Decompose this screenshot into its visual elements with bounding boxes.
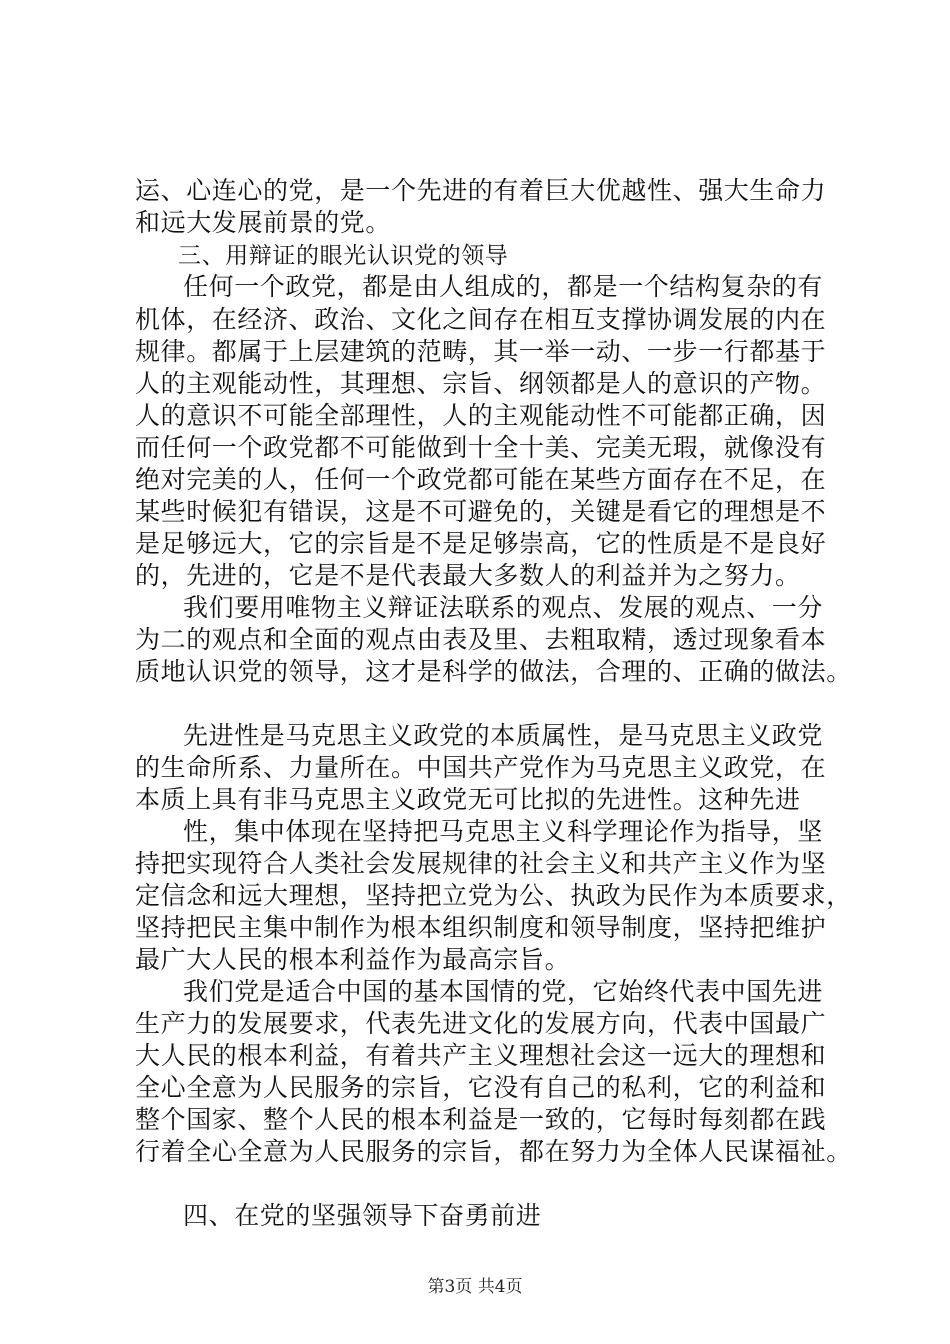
body-text-line: 我们党是适合中国的基本国情的党，它始终代表中国先进 — [183, 977, 824, 1006]
body-text-line: 质地认识党的领导，这才是科学的做法，合理的、正确的做法。 — [135, 657, 852, 686]
body-text-line: 整个国家、整个人民的根本利益是一致的，它每时每刻都在践 — [135, 1105, 827, 1134]
body-text-line: 先进性是马克思主义政党的本质属性，是马克思主义政党 — [183, 721, 824, 750]
body-text-line: 本质上具有非马克思主义政党无可比拟的先进性。这种先进 — [135, 785, 801, 814]
body-text-line: 持把实现符合人类社会发展规律的社会主义和共产主义作为坚 — [135, 849, 827, 878]
page-number-footer: 第3页 共4页 — [427, 1277, 523, 1297]
body-text-line: 和远大发展前景的党。 — [135, 208, 392, 237]
body-text-line: 坚持把民主集中制作为根本组织制度和领导制度，坚持把维护 — [135, 913, 827, 942]
body-text-line: 全心全意为人民服务的宗旨，它没有自己的私利，它的利益和 — [135, 1073, 827, 1102]
body-text-line: 机体，在经济、政治、文化之间存在相互支撑协调发展的内在 — [135, 305, 827, 334]
body-text-line: 最广大人民的根本利益作为最高宗旨。 — [135, 945, 571, 974]
body-text-line: 我们要用唯物主义辩证法联系的观点、发展的观点、一分 — [183, 593, 824, 622]
body-text-line: 某些时候犯有错误，这是不可避免的，关键是看它的理想是不 — [135, 497, 827, 526]
section-heading: 三、用辩证的眼光认识党的领导 — [178, 243, 509, 269]
body-text-line: 行着全心全意为人民服务的宗旨，都在努力为全体人民谋福祉。 — [135, 1137, 852, 1166]
body-text-line: 的，先进的，它是不是代表最大多数人的利益并为之努力。 — [135, 561, 801, 590]
body-text-line: 人的主观能动性，其理想、宗旨、纲领都是人的意识的产物。 — [135, 369, 827, 398]
body-text-line: 而任何一个政党都不可能做到十全十美、完美无瑕，就像没有 — [135, 433, 827, 462]
body-text-line: 规律。都属于上层建筑的范畴，其一举一动、一步一行都基于 — [135, 337, 827, 366]
body-text-line: 是足够远大，它的宗旨是不是足够崇高，它的性质是不是良好 — [135, 529, 827, 558]
body-text-line: 的生命所系、力量所在。中国共产党作为马克思主义政党，在 — [135, 753, 827, 782]
body-text-line: 生产力的发展要求，代表先进文化的发展方向，代表中国最广 — [135, 1009, 827, 1038]
body-text-line: 性，集中体现在坚持把马克思主义科学理论作为指导，坚 — [183, 817, 824, 846]
body-text-line: 任何一个政党，都是由人组成的，都是一个结构复杂的有 — [183, 272, 824, 301]
body-text-line: 为二的观点和全面的观点由表及里、去粗取精，透过现象看本 — [135, 625, 827, 654]
body-text-line: 定信念和远大理想，坚持把立党为公、执政为民作为本质要求， — [135, 881, 852, 910]
section-heading: 四、在党的坚强领导下奋勇前进 — [183, 1201, 542, 1230]
body-text-line: 运、心连心的党，是一个先进的有着巨大优越性、强大生命力 — [135, 176, 827, 205]
body-text-line: 绝对完美的人，任何一个政党都可能在某些方面存在不足，在 — [135, 465, 827, 494]
body-text-line: 大人民的根本利益，有着共产主义理想社会这一远大的理想和 — [135, 1041, 827, 1070]
body-text-line: 人的意识不可能全部理性，人的主观能动性不可能都正确，因 — [135, 401, 827, 430]
